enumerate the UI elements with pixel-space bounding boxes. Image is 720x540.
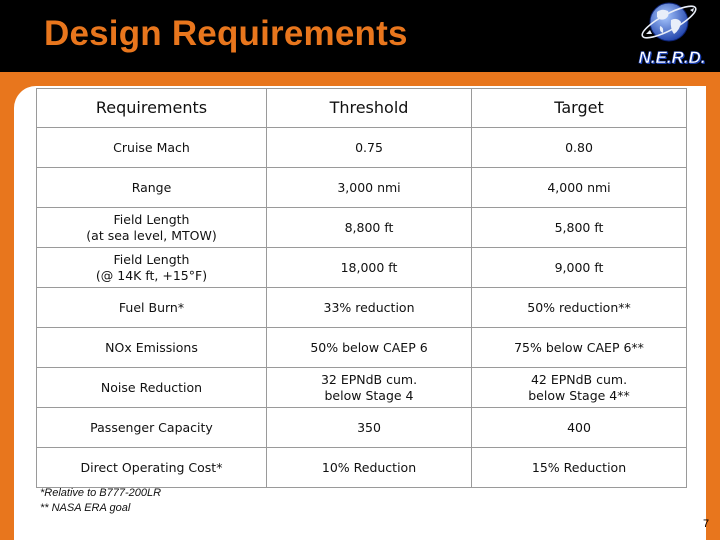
cell-threshold: 32 EPNdB cum. below Stage 4	[267, 368, 472, 408]
table-row	[37, 368, 687, 408]
table-header-row	[37, 89, 687, 128]
table-row	[37, 408, 687, 448]
cell-requirement: Direct Operating Cost*	[37, 448, 267, 488]
cell-requirement: Fuel Burn*	[37, 288, 267, 328]
cell-threshold: 3,000 nmi	[267, 168, 472, 208]
header-requirements: Requirements	[37, 89, 267, 128]
table-row	[37, 208, 687, 248]
footnote-nasa: ** NASA ERA goal	[40, 502, 131, 514]
table-row	[37, 288, 687, 328]
footnotes	[40, 486, 161, 516]
cell-target: 5,800 ft	[472, 208, 687, 248]
page-number: 7	[703, 518, 710, 530]
table-row	[37, 328, 687, 368]
cell-target: 0.80	[472, 128, 687, 168]
table-row	[37, 128, 687, 168]
cell-threshold: 18,000 ft	[267, 248, 472, 288]
cell-target: 9,000 ft	[472, 248, 687, 288]
cell-target: 400	[472, 408, 687, 448]
cell-threshold: 350	[267, 408, 472, 448]
cell-requirement: NOx Emissions	[37, 328, 267, 368]
cell-target: 75% below CAEP 6**	[472, 328, 687, 368]
cell-requirement: Noise Reduction	[37, 368, 267, 408]
nerd-logo	[620, 0, 720, 72]
cell-threshold: 0.75	[267, 128, 472, 168]
cell-requirement: Field Length (at sea level, MTOW)	[37, 208, 267, 248]
cell-requirement: Field Length (@ 14K ft, +15°F)	[37, 248, 267, 288]
slide-header	[0, 0, 720, 72]
cell-requirement: Cruise Mach	[37, 128, 267, 168]
table-body	[37, 128, 687, 488]
cell-threshold: 10% Reduction	[267, 448, 472, 488]
slide-title: Design Requirements	[44, 14, 408, 53]
header-target: Target	[472, 89, 687, 128]
table-row	[37, 168, 687, 208]
cell-threshold: 50% below CAEP 6	[267, 328, 472, 368]
cell-threshold: 33% reduction	[267, 288, 472, 328]
table-row	[37, 248, 687, 288]
requirements-table	[36, 88, 687, 488]
footnote-relative: *Relative to B777-200LR	[40, 487, 162, 499]
table-row	[37, 448, 687, 488]
logo-text: N.E.R.D.	[638, 48, 706, 67]
cell-target: 50% reduction**	[472, 288, 687, 328]
cell-target: 42 EPNdB cum. below Stage 4**	[472, 368, 687, 408]
cell-threshold: 8,800 ft	[267, 208, 472, 248]
cell-target: 4,000 nmi	[472, 168, 687, 208]
cell-requirement: Range	[37, 168, 267, 208]
cell-requirement: Passenger Capacity	[37, 408, 267, 448]
cell-target: 15% Reduction	[472, 448, 687, 488]
header-threshold: Threshold	[267, 89, 472, 128]
